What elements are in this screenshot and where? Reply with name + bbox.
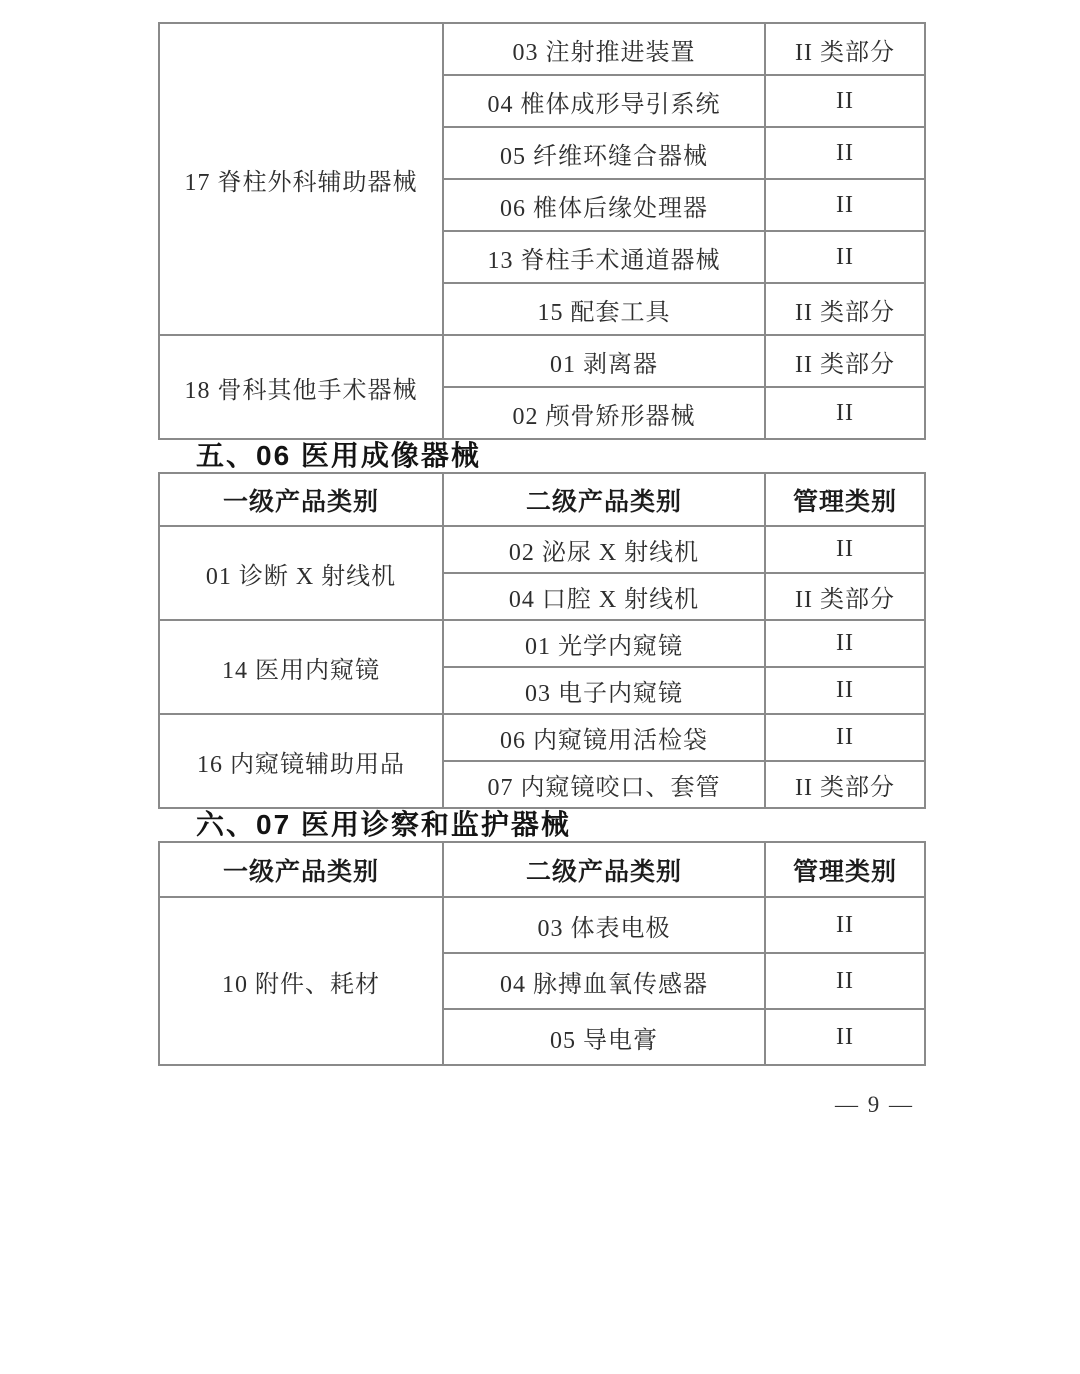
primary-category-cell: 10 附件、耗材 [159,897,443,1065]
management-class-cell: II 类部分 [765,283,925,335]
secondary-category-cell: 06 椎体后缘处理器 [443,179,765,231]
secondary-category-cell: 15 配套工具 [443,283,765,335]
table-orthopedic-continued [158,22,926,440]
header-management-class: 管理类别 [765,842,925,897]
secondary-category-cell: 03 体表电极 [443,897,765,953]
primary-category-cell: 01 诊断 X 射线机 [159,526,443,620]
document-page [158,0,924,1118]
secondary-category-cell: 05 导电膏 [443,1009,765,1065]
secondary-category-cell: 04 脉搏血氧传感器 [443,953,765,1009]
management-class-cell: II [765,526,925,573]
management-class-cell: II [765,953,925,1009]
management-class-cell: II [765,231,925,283]
management-class-cell: II [765,1009,925,1065]
primary-category-cell: 18 骨科其他手术器械 [159,335,443,439]
page-number: — 9 — [835,1092,914,1117]
table-row [159,335,925,387]
management-class-cell: II 类部分 [765,761,925,808]
table-row [159,526,925,573]
management-class-cell: II 类部分 [765,335,925,387]
table-row [159,714,925,761]
header-primary-category: 一级产品类别 [159,473,443,526]
secondary-category-cell: 01 剥离器 [443,335,765,387]
secondary-category-cell: 05 纤维环缝合器械 [443,127,765,179]
header-management-class: 管理类别 [765,473,925,526]
management-class-cell: II [765,75,925,127]
table-row [159,620,925,667]
management-class-cell: II [765,620,925,667]
management-class-cell: II [765,387,925,439]
table-row [159,897,925,953]
management-class-cell: II [765,714,925,761]
management-class-cell: II [765,667,925,714]
management-class-cell: II [765,179,925,231]
header-primary-category: 一级产品类别 [159,842,443,897]
secondary-category-cell: 04 口腔 X 射线机 [443,573,765,620]
management-class-cell: II [765,127,925,179]
primary-category-cell: 17 脊柱外科辅助器械 [159,23,443,335]
table-examination-monitoring [158,841,926,1066]
management-class-cell: II [765,897,925,953]
secondary-category-cell: 04 椎体成形导引系统 [443,75,765,127]
header-secondary-category: 二级产品类别 [443,842,765,897]
primary-category-cell: 16 内窥镜辅助用品 [159,714,443,808]
section-6-title: 六、07 医用诊察和监护器械 [196,809,571,840]
secondary-category-cell: 03 电子内窥镜 [443,667,765,714]
secondary-category-cell: 07 内窥镜咬口、套管 [443,761,765,808]
secondary-category-cell: 06 内窥镜用活检袋 [443,714,765,761]
section-5-title: 五、06 医用成像器械 [196,440,481,471]
primary-category-cell: 14 医用内窥镜 [159,620,443,714]
table-header-row [159,842,925,897]
table-medical-imaging [158,472,926,809]
table-row [159,23,925,75]
header-secondary-category: 二级产品类别 [443,473,765,526]
management-class-cell: II 类部分 [765,573,925,620]
secondary-category-cell: 02 泌尿 X 射线机 [443,526,765,573]
management-class-cell: II 类部分 [765,23,925,75]
secondary-category-cell: 03 注射推进装置 [443,23,765,75]
secondary-category-cell: 13 脊柱手术通道器械 [443,231,765,283]
table-header-row [159,473,925,526]
secondary-category-cell: 02 颅骨矫形器械 [443,387,765,439]
secondary-category-cell: 01 光学内窥镜 [443,620,765,667]
